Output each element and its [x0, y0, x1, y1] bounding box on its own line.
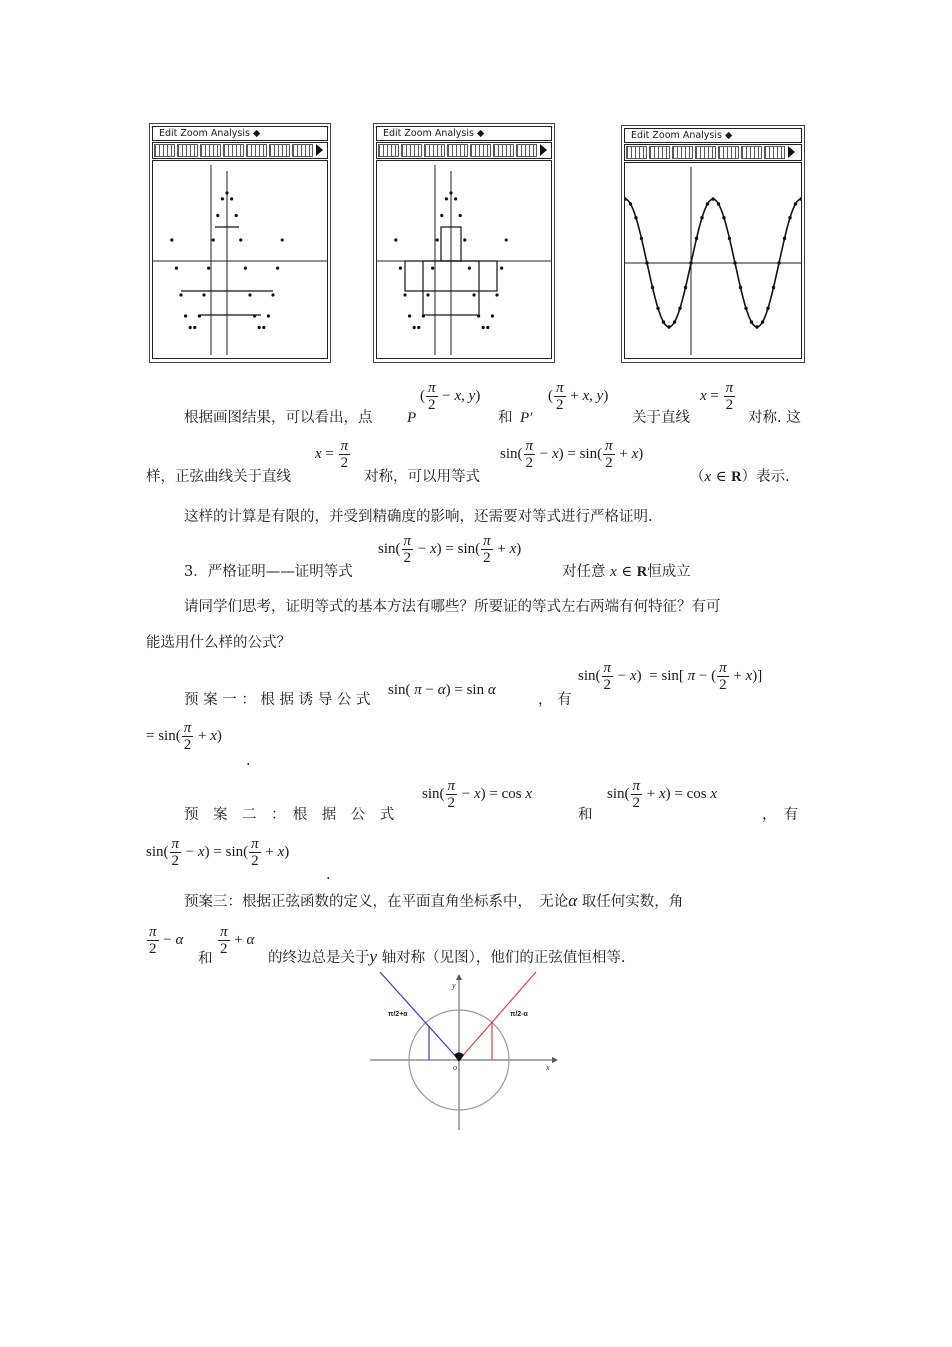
data-point	[750, 320, 753, 323]
data-point	[189, 326, 192, 329]
calculator-toolbar	[624, 144, 802, 161]
data-point	[700, 216, 703, 219]
calculator-screen-3	[621, 125, 805, 363]
data-point	[486, 326, 489, 329]
data-point	[399, 267, 402, 270]
data-point	[629, 202, 632, 205]
data-point	[175, 267, 178, 270]
angle-pi-over-2-plus-alpha: $\frac{\pi}{2}$ + α	[220, 924, 255, 957]
plan-3-lead: 预案三：根据正弦函数的定义，在平面直角坐标系中， 无论α 取任何实数，角	[184, 891, 684, 910]
identity-equation: sin( $\frac{\pi}{2}$ − x) = sin( $\frac{\pi}{2}$ + x)	[500, 438, 644, 471]
data-point	[472, 293, 475, 296]
for-any-text: 对任意 x ∈ R恒成立	[562, 564, 691, 580]
data-point	[184, 314, 187, 317]
identity-equation-2: sin( $\frac{\pi}{2}$ − x) = sin( $\frac{\pi}{2}$ + x)	[378, 533, 522, 566]
data-point	[678, 307, 681, 310]
data-point	[221, 197, 224, 200]
line-x-eq-pi-over-2: x = $\frac{\pi}{2}$	[700, 380, 734, 413]
x-axis-arrow-icon	[552, 1057, 558, 1063]
data-point	[431, 267, 434, 270]
data-point	[695, 237, 698, 240]
calculator-menu-bar: Edit Zoom Analysis ◆	[624, 128, 802, 143]
data-point	[491, 314, 494, 317]
paragraph-1-lead: 根据画图结果，可以看出，点	[184, 410, 373, 426]
label-pi2-minus-alpha: π/2-α	[510, 1011, 528, 1018]
data-point	[772, 286, 775, 289]
data-point	[667, 325, 670, 328]
data-point	[207, 267, 210, 270]
symmetric-can-text: 对称，可以用等式	[364, 469, 480, 485]
plan-2-have: ， 有	[762, 807, 799, 823]
data-point	[179, 293, 182, 296]
plan-2-period: .	[326, 867, 331, 883]
data-point	[463, 238, 466, 241]
data-point	[271, 293, 274, 296]
data-point	[739, 286, 742, 289]
play-icon	[540, 144, 547, 156]
data-point	[728, 237, 731, 240]
y-axis-arrow-icon	[456, 974, 462, 980]
data-point	[766, 307, 769, 310]
plan-2-lead: 预 案 二 ： 根 据 公 式	[184, 807, 395, 823]
angle-pi-over-2-minus-alpha: $\frac{\pi}{2}$ − α	[149, 924, 184, 957]
data-point	[216, 214, 219, 217]
line-x-eq-pi-over-2-b: x = $\frac{\pi}{2}$	[315, 438, 349, 471]
label-x: x	[546, 1063, 550, 1072]
data-point	[445, 197, 448, 200]
data-point	[634, 216, 637, 219]
data-point	[459, 214, 462, 217]
data-point	[394, 238, 397, 241]
data-point	[684, 286, 687, 289]
data-point	[788, 216, 791, 219]
point-p-coords: ( $\frac{\pi}{2}$ − x, y)	[420, 380, 481, 413]
angle-marker-icon	[454, 1053, 464, 1063]
symmetric-text: 对称. 这	[748, 410, 801, 426]
data-point	[449, 191, 452, 194]
data-point	[258, 326, 261, 329]
data-point	[440, 214, 443, 217]
plan-1-have: ， 有	[538, 692, 572, 708]
data-point	[193, 326, 196, 329]
and-word: 和	[498, 410, 513, 426]
point-p-label: P	[407, 410, 417, 426]
data-point	[733, 261, 736, 264]
data-point	[722, 216, 725, 219]
data-point	[212, 238, 215, 241]
label-origin: o	[453, 1063, 457, 1072]
data-point	[276, 267, 279, 270]
data-point	[783, 237, 786, 240]
play-icon	[788, 146, 795, 158]
data-point	[482, 326, 485, 329]
plan-1-lead: 预 案 一 ： 根 据 诱 导 公 式	[184, 692, 371, 708]
data-point	[281, 238, 284, 241]
data-point	[755, 325, 758, 328]
data-point	[202, 293, 205, 296]
sine-points-boxes-graph	[377, 161, 551, 359]
data-point	[417, 326, 420, 329]
calculator-screen-2	[373, 123, 555, 363]
data-point	[651, 286, 654, 289]
data-point	[436, 238, 439, 241]
data-point	[170, 238, 173, 241]
point-pprime-coords: ( $\frac{\pi}{2}$ + x, y)	[548, 380, 609, 413]
data-point	[495, 293, 498, 296]
data-point	[500, 267, 503, 270]
data-point	[468, 267, 471, 270]
data-point	[267, 314, 270, 317]
calculator-screen-1	[149, 123, 331, 363]
data-point	[656, 307, 659, 310]
plan-2-result: sin( $\frac{\pi}{2}$ − x) = sin( $\frac{\pi}{2}$ + x)	[146, 836, 290, 869]
data-point	[645, 261, 648, 264]
plan-1-period: .	[246, 753, 251, 769]
data-point	[794, 202, 797, 205]
calculator-toolbar	[152, 142, 328, 159]
data-point	[706, 202, 709, 205]
data-point	[689, 261, 692, 264]
paragraph-5-line-1: 请同学们思考，证明等式的基本方法有哪些？所要证的等式左右两端有何特征？有可	[184, 599, 721, 615]
data-point	[230, 197, 233, 200]
data-point	[239, 238, 242, 241]
about-line-text: 关于直线	[632, 410, 690, 426]
data-point	[235, 214, 238, 217]
paragraph-3: 这样的计算是有限的，并受到精确度的影响，还需要对等式进行严格证明.	[184, 509, 653, 525]
data-point	[244, 267, 247, 270]
calculator-menu-bar: Edit Zoom Analysis ◆	[152, 126, 328, 141]
data-point	[454, 197, 457, 200]
induction-formula: sin( π − α) = sin α	[388, 682, 496, 698]
calculator-menu-bar: Edit Zoom Analysis ◆	[376, 126, 552, 141]
data-point	[761, 320, 764, 323]
paragraph-5-line-2: 能选用什么样的公式？	[146, 635, 291, 651]
data-point	[673, 320, 676, 323]
data-point	[717, 202, 720, 205]
calculator-plot-area	[152, 160, 328, 359]
sine-curve-graph	[625, 163, 801, 359]
formula-sin-plus-cos: sin( $\frac{\pi}{2}$ + x) = cos x	[607, 778, 718, 811]
data-point	[262, 326, 265, 329]
play-icon	[316, 144, 323, 156]
data-point	[408, 314, 411, 317]
sine-points-graph	[153, 161, 327, 359]
data-point	[505, 238, 508, 241]
calculator-plot-area	[624, 162, 802, 359]
label-pi2-plus-alpha: π/2+α	[388, 1011, 408, 1018]
data-point	[662, 320, 665, 323]
calculator-toolbar	[376, 142, 552, 159]
data-point	[248, 293, 251, 296]
plan-3-tail: 的终边总是关于y 轴对称（见图），他们的正弦值恒相等.	[268, 947, 626, 966]
plan-1-derivation: sin( $\frac{\pi}{2}$ − x) = sin[ π − ( $\frac{\pi}{2}$ + x)]	[578, 660, 763, 693]
domain-statement: （x ∈ R）表示.	[690, 469, 790, 485]
data-point	[744, 307, 747, 310]
data-point	[403, 293, 406, 296]
label-y: y	[452, 981, 456, 990]
formula-sin-minus-cos: sin( $\frac{\pi}{2}$ − x) = cos x	[422, 778, 533, 811]
unit-circle-figure	[366, 966, 562, 1134]
plan-1-result: = sin( $\frac{\pi}{2}$ + x)	[146, 720, 222, 753]
data-point	[711, 197, 714, 200]
point-pprime-label: P′	[520, 410, 533, 426]
plan-3-and: 和	[198, 951, 213, 967]
data-point	[777, 261, 780, 264]
paragraph-2-start: 样，正弦曲线关于直线	[146, 469, 291, 485]
plan-2-and: 和	[578, 807, 593, 823]
section-3-heading: 3．严格证明——证明等式	[184, 564, 353, 580]
calculator-plot-area	[376, 160, 552, 359]
data-point	[225, 191, 228, 194]
data-point	[640, 237, 643, 240]
data-point	[413, 326, 416, 329]
data-point	[426, 293, 429, 296]
